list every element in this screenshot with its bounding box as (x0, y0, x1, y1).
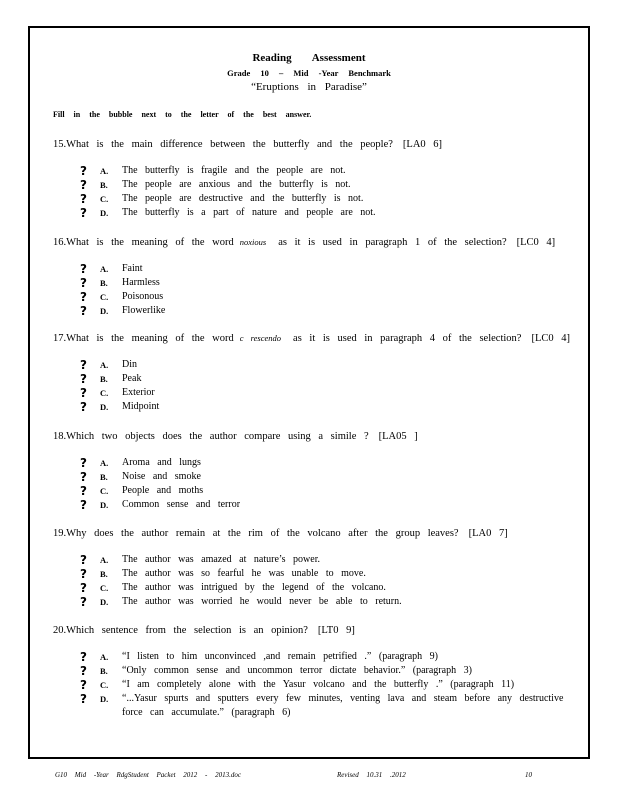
answer-option[interactable] (80, 262, 573, 276)
answer-bubble-icon[interactable]: ? (80, 498, 87, 512)
option-letter: A. (100, 166, 109, 176)
answer-bubble-icon[interactable]: ? (80, 456, 87, 470)
answer-bubble-icon[interactable]: ? (80, 484, 87, 498)
option-text: “Only common sense and uncommon terror dictate behavior.” (paragraph 3) (122, 665, 472, 676)
answer-option[interactable] (80, 206, 573, 220)
answer-option[interactable] (80, 484, 573, 498)
option-text: The author was so fearful he was unable to move. (122, 568, 366, 579)
question-text (53, 331, 573, 346)
answer-bubble-icon[interactable]: ? (80, 372, 87, 386)
option-letter: C. (100, 583, 109, 593)
option-letter: B. (100, 666, 108, 676)
option-letter: C. (100, 486, 109, 496)
answer-option[interactable] (80, 276, 573, 290)
answer-option[interactable] (80, 164, 573, 178)
standard-code: [LT0 9] (317, 625, 355, 636)
answer-bubble-icon[interactable]: ? (80, 206, 87, 220)
option-letter: C. (100, 388, 109, 398)
answer-option[interactable] (80, 650, 573, 664)
answer-options (80, 358, 573, 414)
option-letter: B. (100, 278, 108, 288)
option-text: Aroma and lungs (122, 457, 201, 468)
question-stem: Which sentence from the selection is an opinion? (66, 625, 308, 636)
option-text: The people are anxious and the butterfly is not. (122, 179, 351, 190)
answer-option[interactable] (80, 290, 573, 304)
answer-bubble-icon[interactable]: ? (80, 178, 87, 192)
question-text (53, 235, 573, 250)
answer-option[interactable] (80, 692, 573, 720)
question-stem-post: as it is used in paragraph 4 of the selection? (293, 333, 522, 344)
answer-bubble-icon[interactable]: ? (80, 262, 87, 276)
answer-bubble-icon[interactable]: ? (80, 192, 87, 206)
answer-bubble-icon[interactable]: ? (80, 692, 87, 706)
option-text: Harmless (122, 277, 160, 288)
option-letter: B. (100, 569, 108, 579)
question (53, 624, 573, 720)
answer-bubble-icon[interactable]: ? (80, 567, 87, 581)
story-title: “Eruptions in Paradise” (251, 81, 367, 93)
question-number: 20. (53, 625, 67, 636)
option-text: The butterfly is fragile and the people are not. (122, 165, 346, 176)
footer-page-number: 10 (525, 771, 532, 779)
question (53, 331, 573, 414)
question (53, 527, 573, 609)
option-text: Common sense and terror (122, 499, 241, 510)
option-text: Poisonous (122, 291, 164, 302)
option-letter: D. (100, 402, 109, 412)
option-letter: D. (100, 597, 109, 607)
question-stem-pre: What is the meaning of the word (66, 237, 234, 248)
option-letter: D. (100, 694, 109, 704)
answer-bubble-icon[interactable]: ? (80, 595, 87, 609)
assessment-subtitle: Grade 10 – Mid -Year Benchmark (227, 68, 391, 78)
answer-option[interactable] (80, 192, 573, 206)
option-text: Faint (122, 263, 143, 274)
option-letter: A. (100, 360, 109, 370)
answer-option[interactable] (80, 386, 573, 400)
footer-revised: Revised 10.31 .2012 (337, 771, 406, 779)
instructions: Fill in the bubble next to the letter of the best answer. (53, 110, 312, 119)
option-text: “I listen to him unconvinced ,and remain petrified .” (paragraph 9) (122, 651, 439, 662)
option-text: Din (122, 359, 137, 370)
option-letter: A. (100, 264, 109, 274)
option-letter: B. (100, 472, 108, 482)
question-number: 19. (53, 528, 67, 539)
assessment-title: Reading Assessment (252, 52, 366, 64)
answer-options (80, 164, 573, 220)
option-text: The author was worried he would never be able to return. (122, 596, 402, 607)
answer-bubble-icon[interactable]: ? (80, 470, 87, 484)
answer-option[interactable] (80, 400, 573, 414)
option-text: “I am completely alone with the Yasur volcano and the butterfly .” (paragraph 11) (122, 679, 515, 690)
question-text (53, 138, 573, 152)
answer-options (80, 262, 573, 318)
answer-bubble-icon[interactable]: ? (80, 358, 87, 372)
answer-bubble-icon[interactable]: ? (80, 386, 87, 400)
answer-option[interactable] (80, 358, 573, 372)
option-letter: B. (100, 374, 108, 384)
answer-option[interactable] (80, 581, 573, 595)
question-stem: Why does the author remain at the rim of the volcano after the group leaves? (66, 528, 459, 539)
answer-bubble-icon[interactable]: ? (80, 400, 87, 414)
answer-bubble-icon[interactable]: ? (80, 650, 87, 664)
option-letter: A. (100, 458, 109, 468)
option-text: Exterior (122, 387, 155, 398)
option-text: The author was amazed at nature’s power. (122, 554, 320, 565)
option-text: The author was intrigued by the legend of the volcano. (122, 582, 386, 593)
answer-options (80, 553, 573, 609)
standard-code: [LC0 4] (531, 333, 570, 344)
option-text: Peak (122, 373, 142, 384)
answer-option[interactable] (80, 372, 573, 386)
answer-option[interactable] (80, 470, 573, 484)
option-letter: B. (100, 180, 108, 190)
question-text (53, 527, 573, 541)
answer-option[interactable] (80, 678, 573, 692)
question-number: 16. (53, 237, 67, 248)
answer-option[interactable] (80, 178, 573, 192)
question (53, 430, 573, 512)
question-text (53, 624, 573, 638)
answer-option[interactable] (80, 567, 573, 581)
standard-code: [LA0 6] (402, 139, 443, 150)
option-letter: C. (100, 194, 109, 204)
answer-bubble-icon[interactable]: ? (80, 290, 87, 304)
option-letter: C. (100, 680, 109, 690)
standard-code: [LA0 7] (468, 528, 508, 539)
question-stem: Which two objects does the author compare using a simile ? (66, 431, 369, 442)
question (53, 138, 573, 220)
option-letter: A. (100, 652, 109, 662)
answer-option[interactable] (80, 595, 573, 609)
answer-options (80, 456, 573, 512)
question-stem: What is the main difference between the butterfly and the people? (66, 139, 393, 150)
option-text: “...Yasur spurts and sputters every few minutes, venting lava and steam before any destructive force can accumulate.” (paragraph 6) (122, 693, 564, 718)
option-text: The butterfly is a part of nature and people are not. (122, 207, 376, 218)
option-letter: D. (100, 500, 109, 510)
answer-bubble-icon[interactable]: ? (80, 664, 87, 678)
answer-option[interactable] (80, 498, 573, 512)
option-text: Flowerlike (122, 305, 166, 316)
answer-option[interactable] (80, 664, 573, 678)
standard-code: [LA05 ] (378, 431, 418, 442)
question-number: 18. (53, 431, 67, 442)
answer-options (80, 650, 573, 720)
option-letter: A. (100, 555, 109, 565)
answer-option[interactable] (80, 456, 573, 470)
standard-code: [LC0 4] (516, 237, 556, 248)
answer-bubble-icon[interactable]: ? (80, 553, 87, 567)
question-number: 15. (53, 139, 67, 150)
option-text: Midpoint (122, 401, 160, 412)
answer-bubble-icon[interactable]: ? (80, 581, 87, 595)
question-text (53, 430, 573, 444)
question-stem-post: as it is used in paragraph 1 of the selection? (278, 237, 507, 248)
option-text: Noise and smoke (122, 471, 201, 482)
option-text: People and moths (122, 485, 204, 496)
vocab-word: noxious (239, 237, 267, 247)
answer-bubble-icon[interactable]: ? (80, 164, 87, 178)
option-letter: C. (100, 292, 109, 302)
option-letter: D. (100, 208, 109, 218)
question-number: 17. (53, 333, 67, 344)
answer-option[interactable] (80, 304, 573, 318)
answer-bubble-icon[interactable]: ? (80, 304, 87, 318)
answer-bubble-icon[interactable]: ? (80, 678, 87, 692)
question-stem-pre: What is the meaning of the word (66, 333, 234, 344)
option-letter: D. (100, 306, 109, 316)
question (53, 235, 573, 318)
option-text: The people are destructive and the butterfly is not. (122, 193, 364, 204)
answer-bubble-icon[interactable]: ? (80, 276, 87, 290)
vocab-word: c rescendo (239, 333, 282, 343)
footer-filename: G10 Mid -Year RdgStudent Packet 2012 - 2013.doc (55, 771, 241, 779)
answer-option[interactable] (80, 553, 573, 567)
